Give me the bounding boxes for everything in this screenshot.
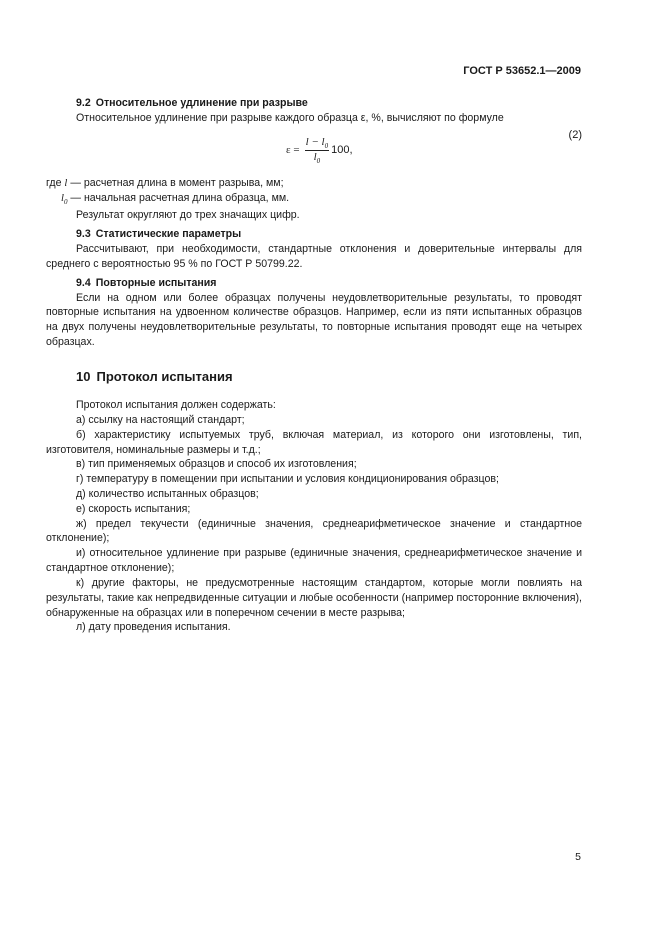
paragraph: Результат округляют до трех значащих цифр.	[76, 209, 300, 222]
section-number: 9.2	[76, 97, 91, 109]
paragraph: Если на одном или более образцах получены неудовлетворительные результаты, то проводят повторные испытания на удвоенном количестве образцов. Например, если из пяти испытанных образцов на двух получены неудовлетворительные результаты, то повторные испытания проводят еще на четырех образцах.	[46, 291, 582, 349]
list-item: в) тип применяемых образцов и способ их изготовления;	[76, 458, 357, 471]
document-id: ГОСТ Р 53652.1—2009	[463, 65, 581, 77]
list-item: л) дату проведения испытания.	[76, 621, 231, 634]
paragraph: Рассчитывают, при необходимости, стандартные отклонения и доверительные интервалы для среднего с вероятностью 95 % по ГОСТ Р 50799.22.	[46, 243, 582, 270]
list-item: ж) предел текучести (единичные значения, среднеарифметическое значение и стандартное отклонение);	[46, 517, 582, 545]
fraction-denominator: $l_0$	[313, 151, 321, 166]
section-title: Протокол испытания	[96, 368, 233, 384]
section-title: Повторные испытания	[95, 276, 217, 289]
where-line-1: где l — расчетная длина в момент разрыва, мм;	[46, 176, 284, 189]
fraction-numerator: $l - l_0$	[305, 135, 329, 150]
where-line-2: $l_0$ — начальная расчетная длина образца, мм.	[61, 192, 290, 207]
section-number: 9.3	[76, 228, 91, 241]
formula-rhs: 100,	[331, 144, 353, 157]
formula-expression	[286, 136, 353, 166]
section-9-3-heading	[46, 227, 582, 242]
section-title: Относительное удлинение при разрыве	[95, 97, 308, 109]
section-9-4-heading	[46, 276, 582, 291]
list-item: е) скорость испытания;	[76, 502, 191, 515]
list-item: г) температуру в помещении при испытании и условия кондиционирования образцов;	[76, 473, 499, 486]
paragraph: Протокол испытания должен содержать:	[76, 399, 276, 412]
paragraph: Относительное удлинение при разрыве каждого образца ε, %, вычисляют по формуле	[76, 111, 504, 124]
formula-fraction	[305, 136, 330, 166]
section-number: 10	[76, 368, 91, 384]
list-item: д) количество испытанных образцов;	[76, 488, 259, 500]
section-10-heading	[46, 368, 582, 386]
page-content	[46, 96, 582, 635]
formula-2	[46, 128, 582, 168]
section-number: 9.4	[76, 276, 91, 289]
list-item: а) ссылку на настоящий стандарт;	[76, 413, 245, 426]
list-item: и) относительное удлинение при разрыве (единичные значения, среднеарифметическое значение и стандартное отклонение);	[46, 547, 582, 575]
equation-number: (2)	[568, 128, 582, 141]
list-item: к) другие факторы, не предусмотренные настоящим стандартом, которые могли повлиять на результаты, такие как непредвиденные ситуации и любые особенности (например посторонние включения), обнаруженные на образцах или в поперечном сечении в месте разрыва;	[46, 576, 582, 619]
page-number: 5	[575, 851, 581, 863]
section-9-2-heading	[46, 96, 582, 111]
formula-lhs: ε =	[286, 144, 300, 157]
section-title: Статистические параметры	[95, 228, 242, 241]
list-item: б) характеристику испытуемых труб, включая материал, из которого они изготовлены, тип, изготовителя, номинальные размеры и т.д.;	[46, 428, 582, 456]
